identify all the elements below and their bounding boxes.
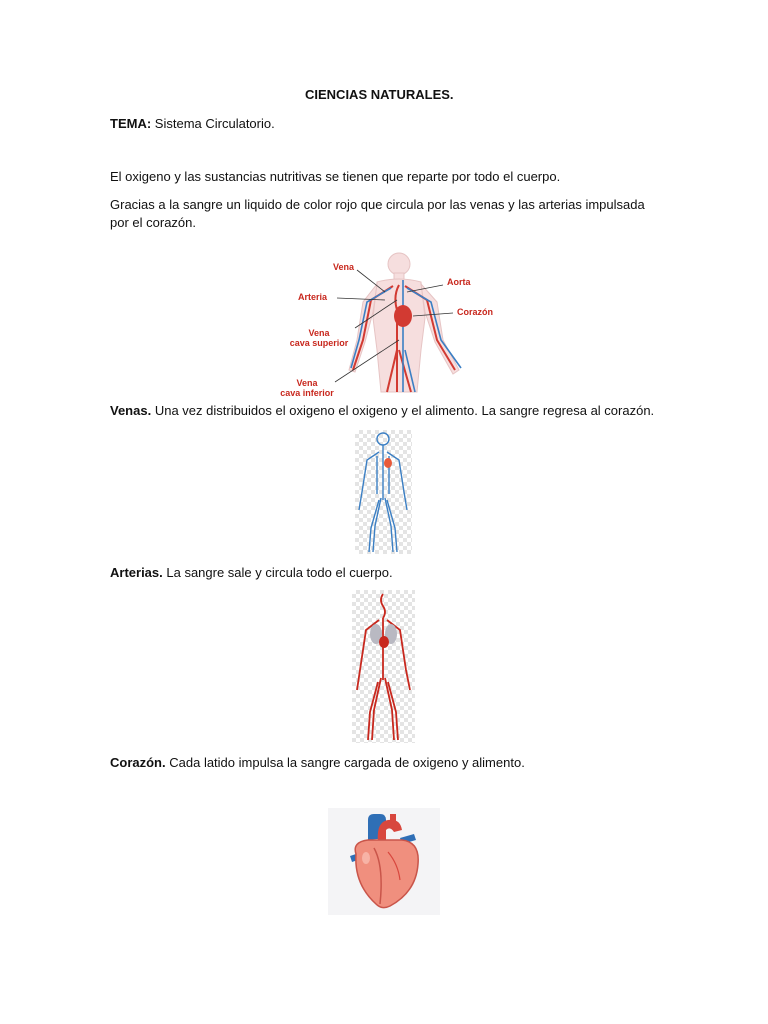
corazon-label: Corazón. [110,755,166,770]
paragraph-oxygen: El oxigeno y las sustancias nutritivas se tienen que reparte por todo el cuerpo. [110,169,561,184]
corazon-text: Cada latido impulsa la sangre cargada de oxigeno y alimento. [169,755,525,770]
page-title: CIENCIAS NATURALES. [305,87,454,102]
arterias-label: Arterias. [110,565,163,580]
heart-figure [328,808,440,915]
paragraph-blood-line-2: por el corazón. [110,215,196,230]
venas-text: Una vez distribuidos el oxigeno el oxigeno y el alimento. La sangre regresa al corazón. [154,403,655,418]
arterias-text: La sangre sale y circula todo el cuerpo. [166,565,393,580]
label-vena-cava-inferior-line-2: cava inferior [280,388,334,398]
topic-label: TEMA: [110,116,152,131]
label-vena-cava-superior-line-1: Vena [308,328,330,338]
label-vena-cava-superior-line-2: cava superior [289,338,349,348]
arterias-paragraph [110,563,393,582]
circulatory-system-diagram [275,240,495,398]
label-vena-cava-inferior-line-1: Vena [296,378,318,388]
venas-paragraph [110,401,654,420]
arteries-figure [352,590,415,743]
label-arteria: Arteria [298,292,328,302]
label-vena: Vena [333,262,355,272]
veins-figure [355,430,412,554]
topic-line [110,114,275,133]
label-vena-cava-superior [277,328,361,348]
corazon-paragraph [110,753,525,772]
label-corazon: Corazón [457,307,493,317]
venas-label: Venas. [110,403,152,418]
topic-value: Sistema Circulatorio. [154,116,275,131]
label-aorta: Aorta [447,277,471,287]
paragraph-blood-line-1: Gracias a la sangre un liquido de color rojo que circula por las venas y las arterias impulsada [110,197,645,212]
label-vena-cava-inferior [275,378,339,398]
